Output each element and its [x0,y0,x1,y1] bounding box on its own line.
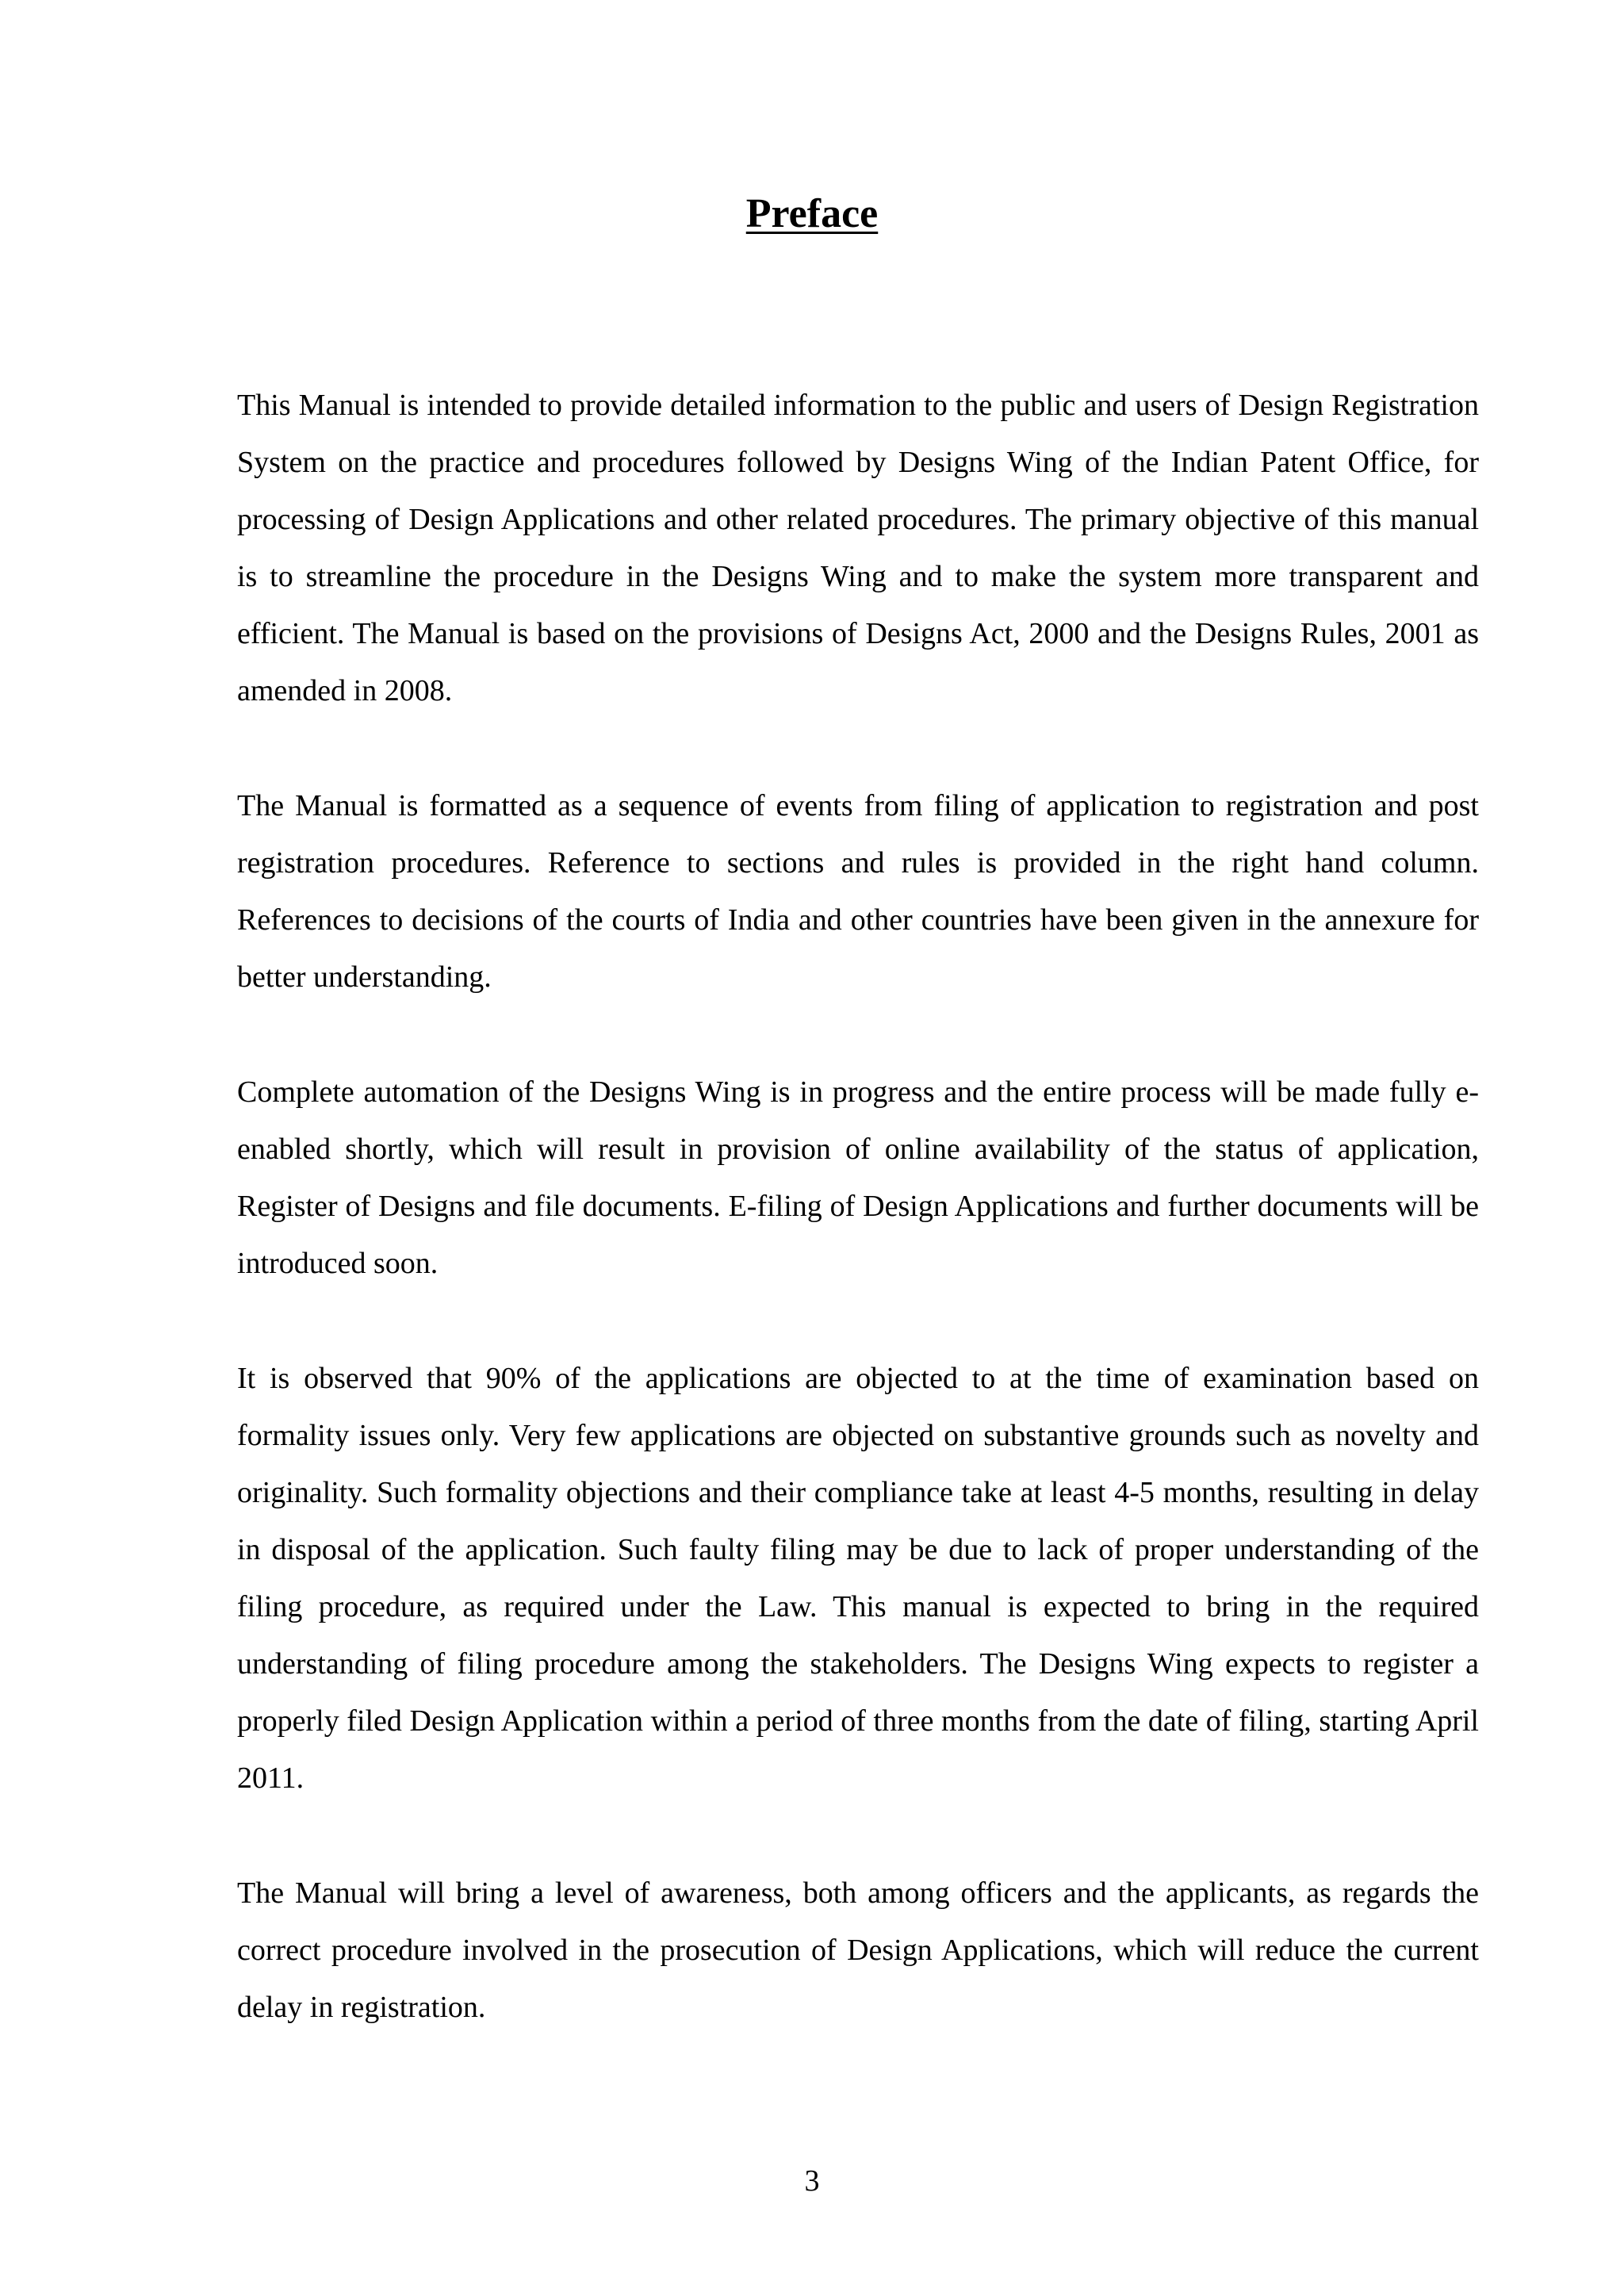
paragraph-intro: This Manual is intended to provide detailed information to the public and users of Design Registration System on the practice and procedures followed by Designs Wing of the Indian Patent Office, for processing of Design Applications and other related procedures. The primary objective of this manual is to streamline the procedure in the Designs Wing and to make the system more transparent and efficient. The Manual is based on the provisions of Designs Act, 2000 and the Designs Rules, 2001 as amended in 2008. [237,389,1479,707]
paragraph-automation: Complete automation of the Designs Wing is in progress and the entire process will be made fully e-enabled shortly, which will result in provision of online availability of the status of application, Register of Designs and file documents. E-filing of Design Applications and further documents will be introduced soon. [237,1075,1479,1280]
page-title: Preface [745,191,879,236]
page-number: 3 [804,2164,820,2198]
preface-body [237,377,1479,2094]
paragraph-awareness: The Manual will bring a level of awareness, both among officers and the applicants, as regards the correct procedure involved in the prosecution of Design Applications, which will reduce the current delay in registration. [237,1876,1479,2024]
paragraph-objections: It is observed that 90% of the applications are objected to at the time of examination based on formality issues only. Very few applications are objected on substantive grounds such as novelty and originality. Such formality objections and their compliance take at least 4-5 months, resulting in delay in disposal of the application. Such faulty filing may be due to lack of proper understanding of the filing procedure, as required under the Law. This manual is expected to bring in the required understanding of filing procedure among the stakeholders. The Designs Wing expects to register a properly filed Design Application within a period of three months from the date of filing, starting April 2011. [237,1362,1479,1795]
paragraph-format: The Manual is formatted as a sequence of events from filing of application to registration and post registration procedures. Reference to sections and rules is provided in the right hand column. References to decisions of the courts of India and other countries have been given in the annexure for better understanding. [237,789,1479,994]
